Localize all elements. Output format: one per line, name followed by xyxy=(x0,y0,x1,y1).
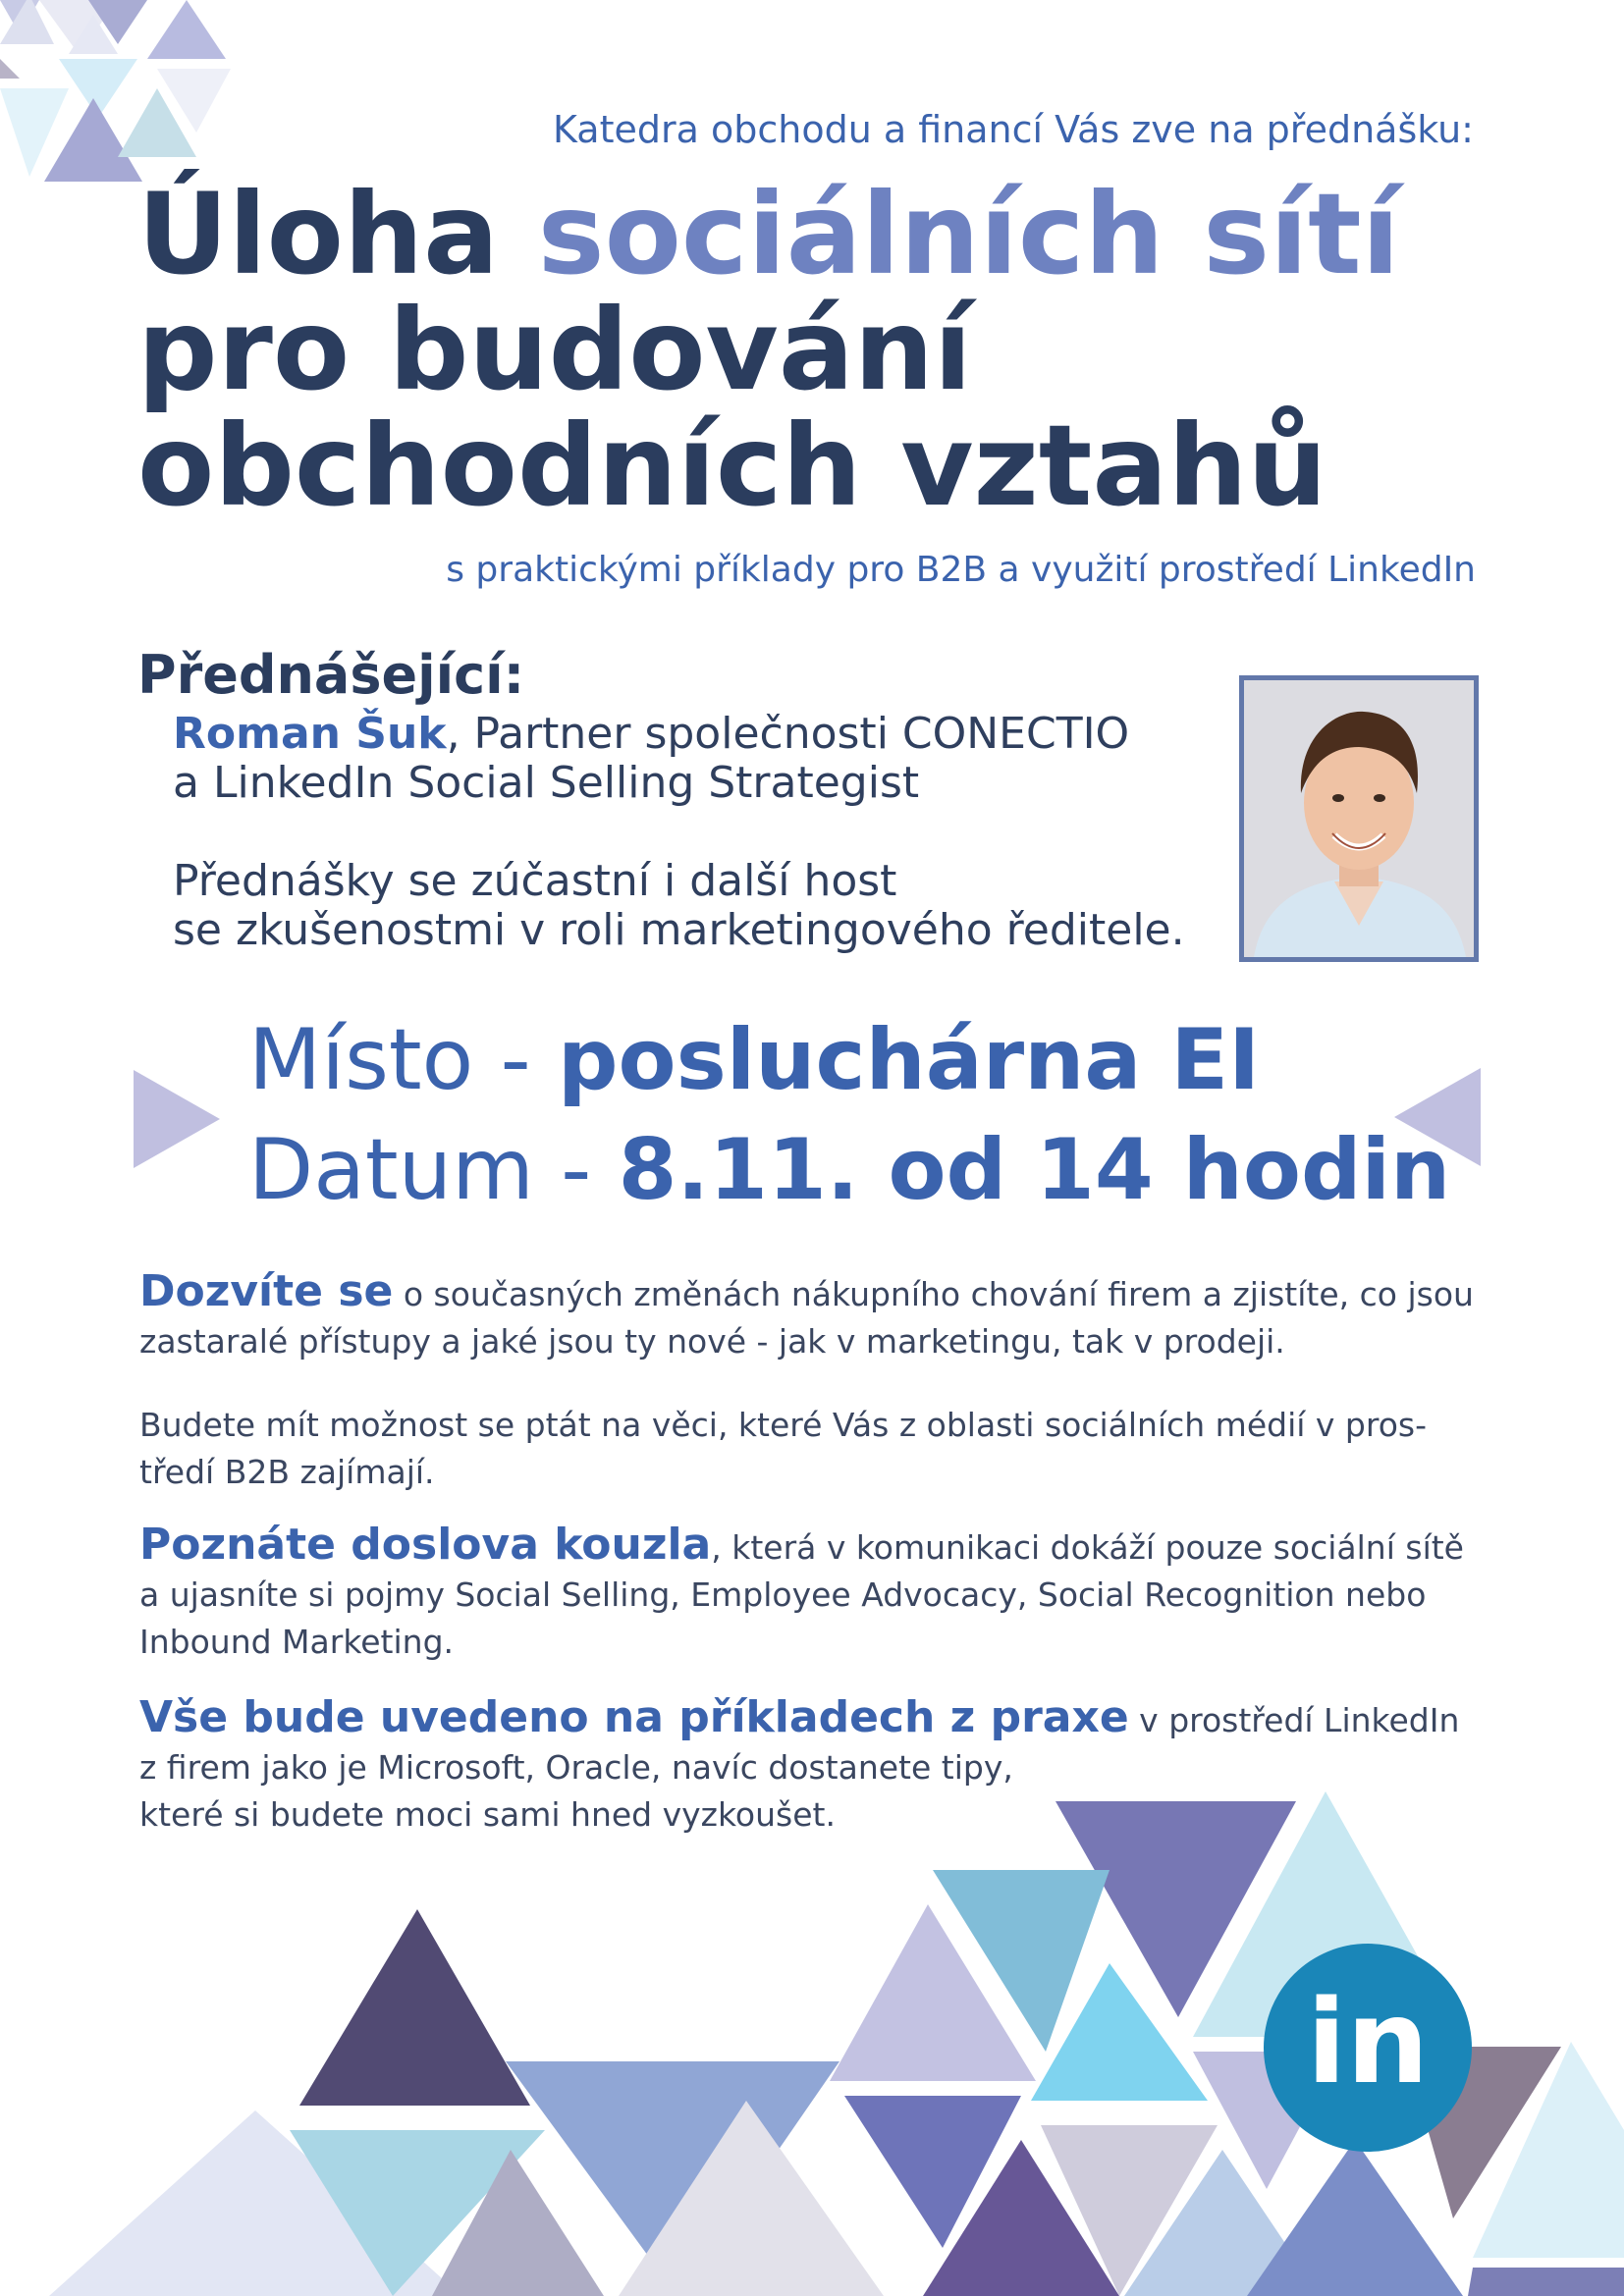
paragraph-1 xyxy=(139,1268,1485,1365)
arrow-right-icon xyxy=(134,1070,220,1168)
p1-line2: zastaralé přístupy a jaké jsou ty nové - jak v marketingu, tak v prodeji. xyxy=(139,1322,1285,1361)
title-line2: pro budování xyxy=(137,285,972,415)
p1-lead: Dozvíte se xyxy=(139,1266,394,1316)
date-value: 8.11. od 14 hodin xyxy=(618,1121,1451,1219)
subtitle: s praktickými příklady pro B2B a využití prostředí LinkedIn xyxy=(446,550,1476,590)
guest-line-2: se zkušenostmi v roli marketingového ředitele. xyxy=(173,905,1185,955)
lecturer-name-line xyxy=(173,709,1129,759)
p3-lead: Poznáte doslova kouzla xyxy=(139,1520,712,1570)
p2-line1: Budete mít možnost se ptát na věci, které Vás z oblasti sociálních médií v pros- xyxy=(139,1406,1428,1444)
p3-line2: a ujasníte si pojmy Social Selling, Employee Advocacy, Social Recognition nebo xyxy=(139,1575,1427,1614)
title-accent: sociálních sítí xyxy=(537,169,1400,299)
lecturer-role-1: , Partner společnosti CONECTIO xyxy=(446,709,1130,759)
lecturer-photo xyxy=(1239,675,1479,962)
page-title xyxy=(137,169,1492,531)
linkedin-icon: in xyxy=(1264,1944,1472,2152)
event-date xyxy=(248,1121,1450,1219)
lecturer-heading: Přednášející: xyxy=(137,644,525,706)
paragraph-3 xyxy=(139,1522,1485,1666)
top-triangle-decoration xyxy=(0,0,255,196)
place-value: posluchárna EI xyxy=(557,1011,1261,1109)
p3-line1: , která v komunikaci dokáží pouze sociální sítě xyxy=(711,1528,1464,1567)
event-place xyxy=(248,1011,1260,1109)
p4-lead: Vše bude uvedeno na příkladech z praxe xyxy=(139,1692,1129,1742)
p2-line2: tředí B2B zajímají. xyxy=(139,1453,435,1491)
paragraph-2 xyxy=(139,1402,1485,1496)
p3-line3: Inbound Marketing. xyxy=(139,1623,455,1661)
date-label: Datum - xyxy=(248,1121,619,1219)
p4-line1: v prostředí LinkedIn xyxy=(1128,1701,1460,1739)
place-label: Místo - xyxy=(248,1011,558,1109)
lecturer-role-2: a LinkedIn Social Selling Strategist xyxy=(173,758,920,808)
portrait-image xyxy=(1244,680,1474,957)
p1-line1: o současných změnách nákupního chování firem a zjistíte, co jsou xyxy=(393,1275,1474,1313)
guest-line-1: Přednášky se zúčastní i další host xyxy=(173,856,897,906)
title-part1: Úloha xyxy=(137,169,538,299)
invitation-text: Katedra obchodu a financí Vás zve na přednášku: xyxy=(553,108,1474,151)
lecturer-name: Roman Šuk xyxy=(173,709,447,759)
p4-line3: které si budete moci sami hned vyzkoušet. xyxy=(139,1795,836,1834)
title-line3: obchodních vztahů xyxy=(137,400,1327,531)
p4-line2: z firem jako je Microsoft, Oracle, navíc dostanete tipy, xyxy=(139,1748,1013,1787)
